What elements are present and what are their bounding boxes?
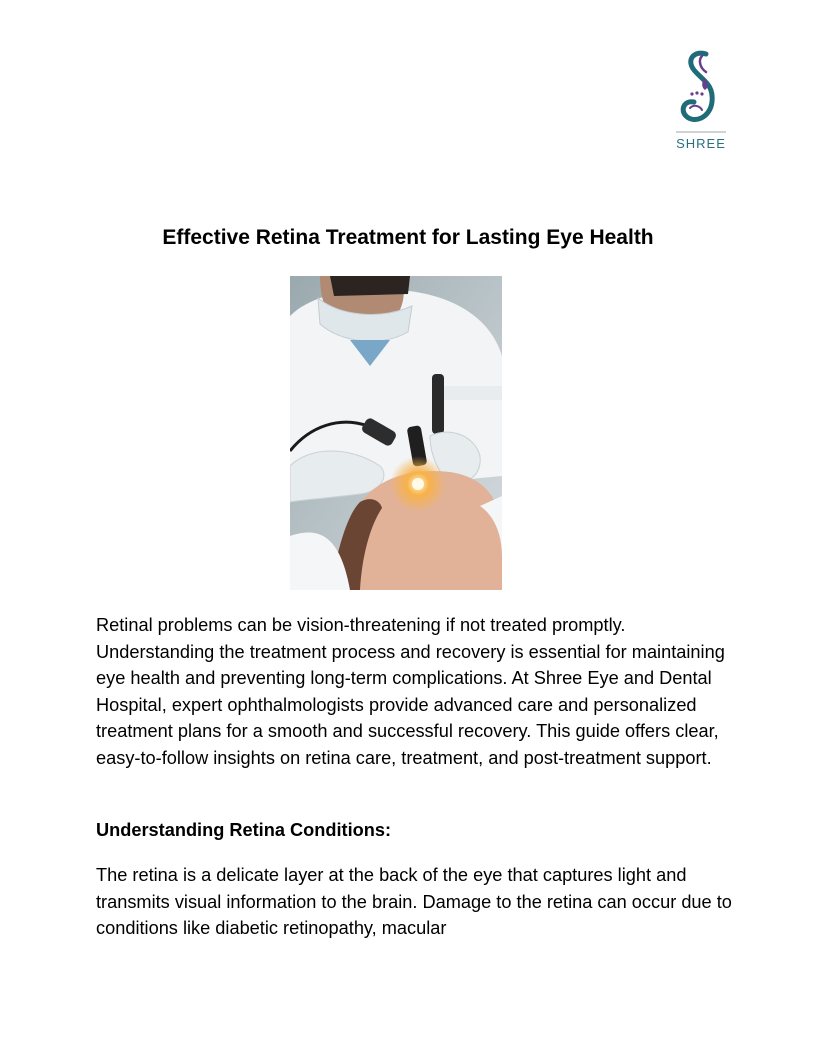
shree-logo [672, 46, 730, 158]
intro-paragraph: Retinal problems can be vision-threatening if not treated promptly. Understanding the treatment process and recovery is essential for maintaining eye health and preventing long-term complications. At Shree Eye and Dental Hospital, expert ophthalmologists provide advanced care and personalized treatment plans for a smooth and successful recovery. This guide offers clear, easy-to-follow insights on retina care, treatment, and post-treatment support. [96, 615, 725, 768]
logo-text: SHREE [676, 136, 726, 151]
swan-s-logo-icon [672, 46, 730, 136]
section-heading: Understanding Retina Conditions: [96, 820, 392, 840]
section-paragraph: The retina is a delicate layer at the back of the eye that captures light and transmits visual information to the brain. Damage to the retina can occur due to conditions like diabetic retinopathy, macular [96, 865, 732, 938]
eye-examination-photo [290, 276, 502, 590]
page-title: Effective Retina Treatment for Lasting Eye Health [162, 226, 654, 249]
